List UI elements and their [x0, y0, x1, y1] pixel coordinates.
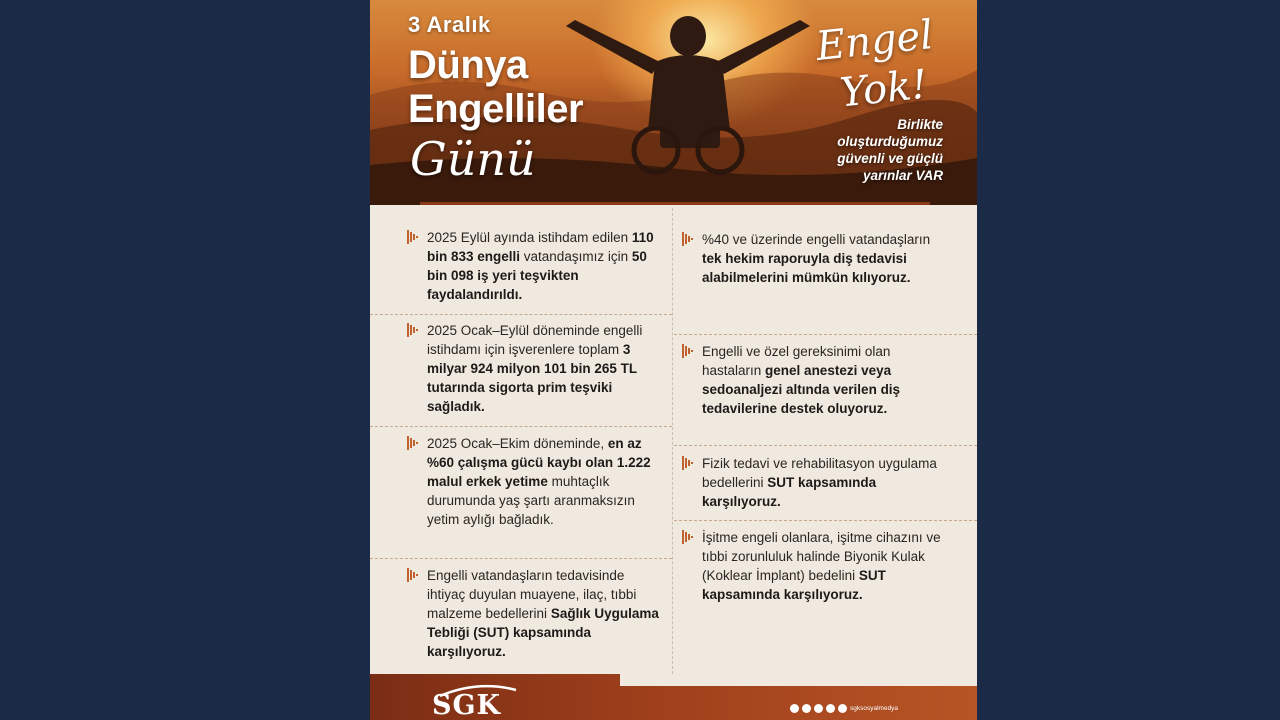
slogan-line-2: Yok! — [837, 61, 930, 117]
separator — [674, 520, 977, 521]
event-date: 3 Aralık — [408, 12, 491, 37]
social-handle[interactable]: sgksosyalmedya — [850, 705, 899, 712]
item-text: Engelli vatandaşların tedavisinde ihtiyaç duyulan muayene, ilaç, tıbbi malzeme bedellerini Sağlık Uygulama Tebliği (SUT) kapsamında karşılıyoruz. — [427, 568, 659, 659]
item-text: Fizik tedavi ve rehabilitasyon uygulama bedellerini SUT kapsamında karşılıyoruz. — [702, 456, 937, 509]
item-text: Engelli ve özel gereksinimi olan hastaların genel anestezi veya sedoanaljezi altında verilen diş tedavilerine destek oluyoruz. — [702, 344, 901, 416]
item-text: İşitme engeli olanlara, işitme cihazını ve tıbbi zorunluluk halinde Biyonik Kulak (Koklear İmplant) bedelini SUT kapsamında karşılıyoruz. — [702, 530, 941, 602]
item-text: 2025 Ocak–Eylül döneminde engelli istihdamı için işverenlere toplam 3 milyar 924 milyon 101 bin 265 TL tutarında sigorta prim teşviki sağladık. — [427, 323, 643, 414]
title-line-1: Dünya — [408, 43, 528, 87]
item-text: 2025 Eylül ayında istihdam edilen 110 bin 833 engelli vatandaşımız için 50 bin 098 iş yeri teşvikten faydalandırıldı. — [427, 230, 654, 302]
separator — [370, 314, 672, 315]
hero-divider — [420, 202, 930, 205]
arrow-bullet-icon — [682, 232, 694, 246]
arrow-bullet-icon — [407, 323, 419, 337]
arrow-bullet-icon — [682, 344, 694, 358]
instagram-icon[interactable] — [790, 704, 799, 713]
separator — [674, 334, 977, 335]
arrow-bullet-icon — [682, 456, 694, 470]
arrow-bullet-icon — [682, 530, 694, 544]
slogan-line-1: Engel — [813, 12, 936, 70]
x-icon[interactable] — [814, 704, 823, 713]
linkedin-icon[interactable] — [838, 704, 847, 713]
title-line-2: Engelliler — [408, 87, 584, 131]
poster — [370, 0, 977, 720]
arrow-bullet-icon — [407, 568, 419, 582]
social-icons — [790, 704, 847, 713]
separator — [370, 426, 672, 427]
hero-banner — [370, 0, 977, 205]
separator — [674, 445, 977, 446]
tagline: Birlikte oluşturduğumuz güvenli ve güçlü yarınlar VAR — [837, 117, 943, 183]
content-area — [370, 208, 977, 674]
item-text: %40 ve üzerinde engelli vatandaşların tek hekim raporuyla diş tedavisi alabilmelerini mümkün kılıyoruz. — [702, 232, 931, 285]
separator — [370, 558, 672, 559]
facebook-icon[interactable] — [802, 704, 811, 713]
arrow-bullet-icon — [407, 230, 419, 244]
footer-band — [620, 674, 977, 686]
sgk-logo: SGK — [432, 690, 502, 720]
column-divider — [672, 208, 673, 674]
youtube-icon[interactable] — [826, 704, 835, 713]
arrow-bullet-icon — [407, 436, 419, 450]
footer — [370, 674, 977, 720]
item-text: 2025 Ocak–Ekim döneminde, en az %60 çalışma gücü kaybı olan 1.222 malul erkek yetime muhtaçlık durumunda yaş şartı aranmaksızın yetim aylığı bağladık. — [427, 436, 651, 527]
title-script: Günü — [410, 132, 536, 186]
